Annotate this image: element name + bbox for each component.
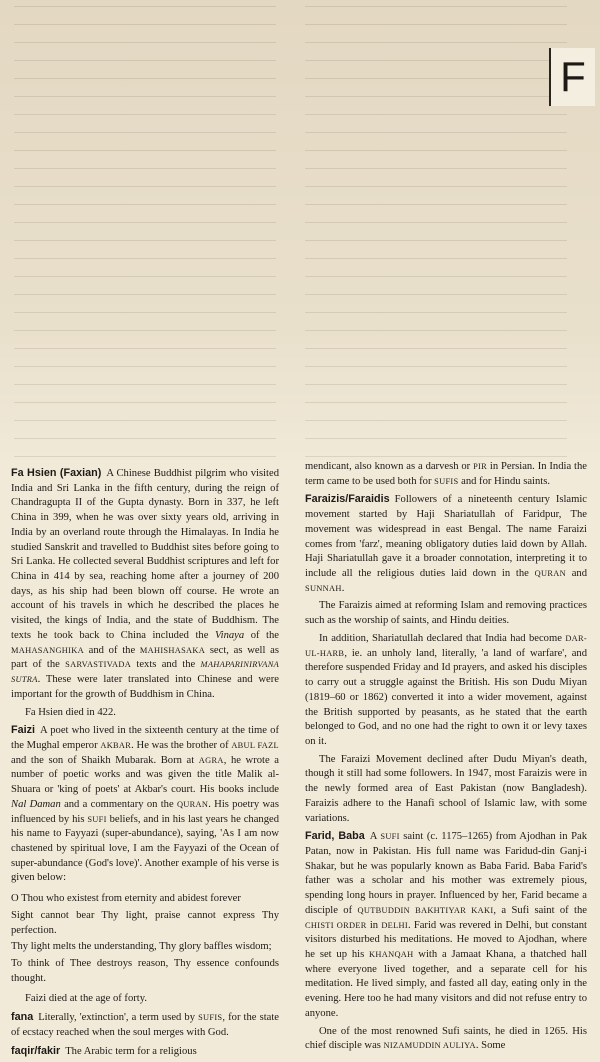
section-letter-tab: F xyxy=(549,48,595,106)
entry-text: Literally, 'extinction', a term used by xyxy=(38,1012,199,1024)
entry-text: and of the xyxy=(83,644,140,656)
entry-text: in xyxy=(366,919,382,931)
dictionary-entry xyxy=(305,492,587,596)
verse-line: O Thou who existest from eternity and abidest forever xyxy=(11,893,241,905)
dictionary-entry xyxy=(11,466,279,703)
verse-line: To think of Thee destroys reason, Thy essence confounds thought. xyxy=(11,958,279,984)
entry-headword: Faraizis/Faraidis xyxy=(305,493,390,506)
italic-title: Vinaya xyxy=(214,629,245,641)
entry-text: Faizi died at the age of forty. xyxy=(25,993,147,1005)
entry-headword: Fa Hsien (Faxian) xyxy=(11,467,102,479)
cross-reference: QUTBUDDIN BAKHTIYAR KAKI xyxy=(357,905,494,915)
entry-text: The Arabic term for a religious xyxy=(65,1045,197,1057)
entry-text: . xyxy=(341,582,345,594)
cross-reference: ABUL FAZL xyxy=(231,740,279,750)
entry-text: The Faraizis aimed at reforming Islam and removing practices such as the worship of saints, and Hindu deities. xyxy=(305,600,587,627)
left-column xyxy=(11,466,279,1062)
entry-text: and a commentary on the xyxy=(60,798,177,810)
dictionary-entry xyxy=(11,1010,279,1040)
cross-reference: AKBAR xyxy=(100,740,132,750)
cross-reference: SUFIS xyxy=(198,1013,223,1023)
entry-text: , for the state of ecstacy reached when the soul merges with God. xyxy=(11,1012,279,1038)
entry-text: . His poetry was influenced by his xyxy=(11,798,279,825)
entry-text: texts and the xyxy=(131,659,201,671)
entry-text: saint (c. 1175–1265) from Ajodhan in Pak Patan, now in Pakistan. His full name was Faridud-din Ganj-i Shakar, but he was popularly known as Baba Farid. Baba Farid's father was a scholar and his mother was extremely pious, spending long hours in prayer. Influenced by her, Farid became a disciple of xyxy=(305,831,587,916)
entry-paragraph xyxy=(11,706,279,721)
entry-text: A Chinese Buddhist pilgrim who visited India and Sri Lanka in the fifth century, during the reign of Chandragupta II of the Gupta dynasty. Born in 337, he left China in 399, when he was over sixty years old, arriving in India by an overland route through the Himalayas. In India he studied Sanskrit and travelled to Buddhist sites before going to Sri Lanka. He collected several Buddhist scriptures and left for China in 414 by sea, reaching home after a journey of 200 days, as his ship had been blown off course. He wrote an account of his travels in which he described the places he visited, the kings of India, and the state of Buddhism. The texts he took back to China included the xyxy=(11,468,279,641)
cross-reference: MAHAPARINIRVANA SUTRA xyxy=(11,660,280,685)
entry-text: , ie. an unholy land, literally, 'a land of warfare', and therefore suspended Friday and Id prayers, and asked his disciples to carry out a struggle against the British. His son Dudu Miyan (1819–60 or 1862) converted it into a wider movement, against the British supported by peasants, as he stated that the earth belonged to God, and no one had the right to own it or levy taxes on it. xyxy=(305,647,587,747)
cross-reference: SUFI xyxy=(87,814,107,824)
entry-paragraph xyxy=(305,632,587,750)
verse-line: Sight cannot bear Thy light, praise cannot express Thy perfection. xyxy=(11,909,279,936)
entry-headword: faqir/fakir xyxy=(11,1044,61,1057)
entry-text: beliefs, and in his last years he changed his name to Fayyazi (super-abundance), saying, 'As I am now chastened by spiritual love, I am the Fayyazi of the Ocean of super-abundance (God's love)'. Another example of his verse is given below: xyxy=(11,813,279,884)
entry-paragraph xyxy=(305,1025,587,1054)
italic-title: Nal Daman xyxy=(11,798,61,810)
entry-headword: Faizi xyxy=(11,724,35,737)
entry-text: and xyxy=(565,568,587,580)
cross-reference: SUFI xyxy=(380,832,400,842)
cross-reference: NIZAMUDDIN AULIYA xyxy=(383,1041,476,1051)
verse-quote xyxy=(11,892,279,986)
entry-text: . Some xyxy=(475,1040,506,1052)
entry-text: In addition, Shariatullah declared that India had become xyxy=(319,632,566,644)
entry-text: Fa Hsien died in 422. xyxy=(25,706,116,718)
entry-headword: Farid, Baba xyxy=(305,830,365,843)
cross-reference: SARVASTIVADA xyxy=(65,660,132,670)
entry-text: sect, as well as part of the xyxy=(11,644,279,671)
right-column xyxy=(305,460,587,1057)
dictionary-entry xyxy=(11,1044,279,1060)
entry-paragraph xyxy=(305,460,587,489)
entry-text: and for Hindu saints. xyxy=(458,475,550,487)
faded-text-lines-right xyxy=(305,6,567,474)
cross-reference: DELHI xyxy=(381,920,408,930)
cross-reference: QURAN xyxy=(534,569,566,579)
dictionary-entry xyxy=(11,723,279,886)
entry-paragraph xyxy=(11,992,279,1007)
cross-reference: KHANQAH xyxy=(369,950,414,959)
dictionary-entry xyxy=(305,829,587,1021)
verse-line: Thy light melts the understanding, Thy glory baffles wisdom; xyxy=(11,941,272,953)
entry-text: . He was the brother of xyxy=(131,739,232,751)
cross-reference: CHISTI ORDER xyxy=(305,920,367,930)
entry-text: , a Sufi saint of the xyxy=(493,904,587,916)
cross-reference: SUNNAH xyxy=(305,583,342,593)
cross-reference: PIR xyxy=(473,462,488,471)
entry-text: The Faraizi Movement declined after Dudu Miyan's death, though it still had some followers. In 1947, most Faraizis were in the newly formed area of East Pakistan (now Bangladesh). Faraizis adhere to the Hanafi school of Islamic law, with some variations. xyxy=(305,753,587,824)
entry-headword: fana xyxy=(11,1011,34,1024)
entry-text: with a Jamaat Khana, a thatched hall where everyone lived together, and a separate cell for his meditation. He lived simply, and fasted all day, eating only in the evening. Here too he had many visitors and did not refuse entry to anyone. xyxy=(305,949,587,1019)
entry-text: mendicant, also known as a darvesh or xyxy=(305,461,474,472)
cross-reference: MAHISHASAKA xyxy=(139,645,206,655)
faded-previous-page-background xyxy=(0,0,600,460)
entry-text: . Farid was revered in Delhi, but constant visitors disturbed his meditations. He moved to Ajodhan, where he set up his xyxy=(305,919,587,960)
cross-reference: AGRA xyxy=(198,755,224,765)
entry-text: in Persian. In India the term came to be used both for xyxy=(305,461,587,487)
entry-text: One of the most renowned Sufi saints, he died in 1265. His chief disciple was xyxy=(305,1025,587,1052)
cross-reference: QURAN xyxy=(176,799,209,809)
entry-paragraph xyxy=(305,599,587,628)
cross-reference: MAHASANGHIKA xyxy=(11,645,84,655)
faded-text-lines-left xyxy=(14,6,276,474)
entry-text: , he wrote a number of poetic works and was given the title Malik al-Shuara or 'king of poets' at Akbar's court. His books include xyxy=(11,754,279,796)
entry-text: . These were later translated into Chinese and were important for the growth of Buddhism in China. xyxy=(11,674,279,700)
cross-reference: SUFIS xyxy=(434,476,459,486)
entry-text: A xyxy=(369,831,381,843)
entry-text: Followers of a nineteenth century Islamic movement started by Haji Shariatullah of Faridpur, The movement was widespread in east Bengal. The name Faraizi comes from 'farz', meaning obligatory duties laid down by Allah. Haji Shariatullah gave it a broader connotation, interpreting it to include all the religious duties laid down in the xyxy=(305,494,587,580)
cross-reference: DAR-UL-HARB xyxy=(305,633,587,658)
entry-text: A poet who lived in the sixteenth century at the time of the Mughal emperor xyxy=(11,725,279,751)
entry-text: and the son of Shaikh Mubarak. Born at xyxy=(11,754,199,766)
entry-paragraph xyxy=(305,753,587,827)
entry-text: of the xyxy=(244,629,279,641)
